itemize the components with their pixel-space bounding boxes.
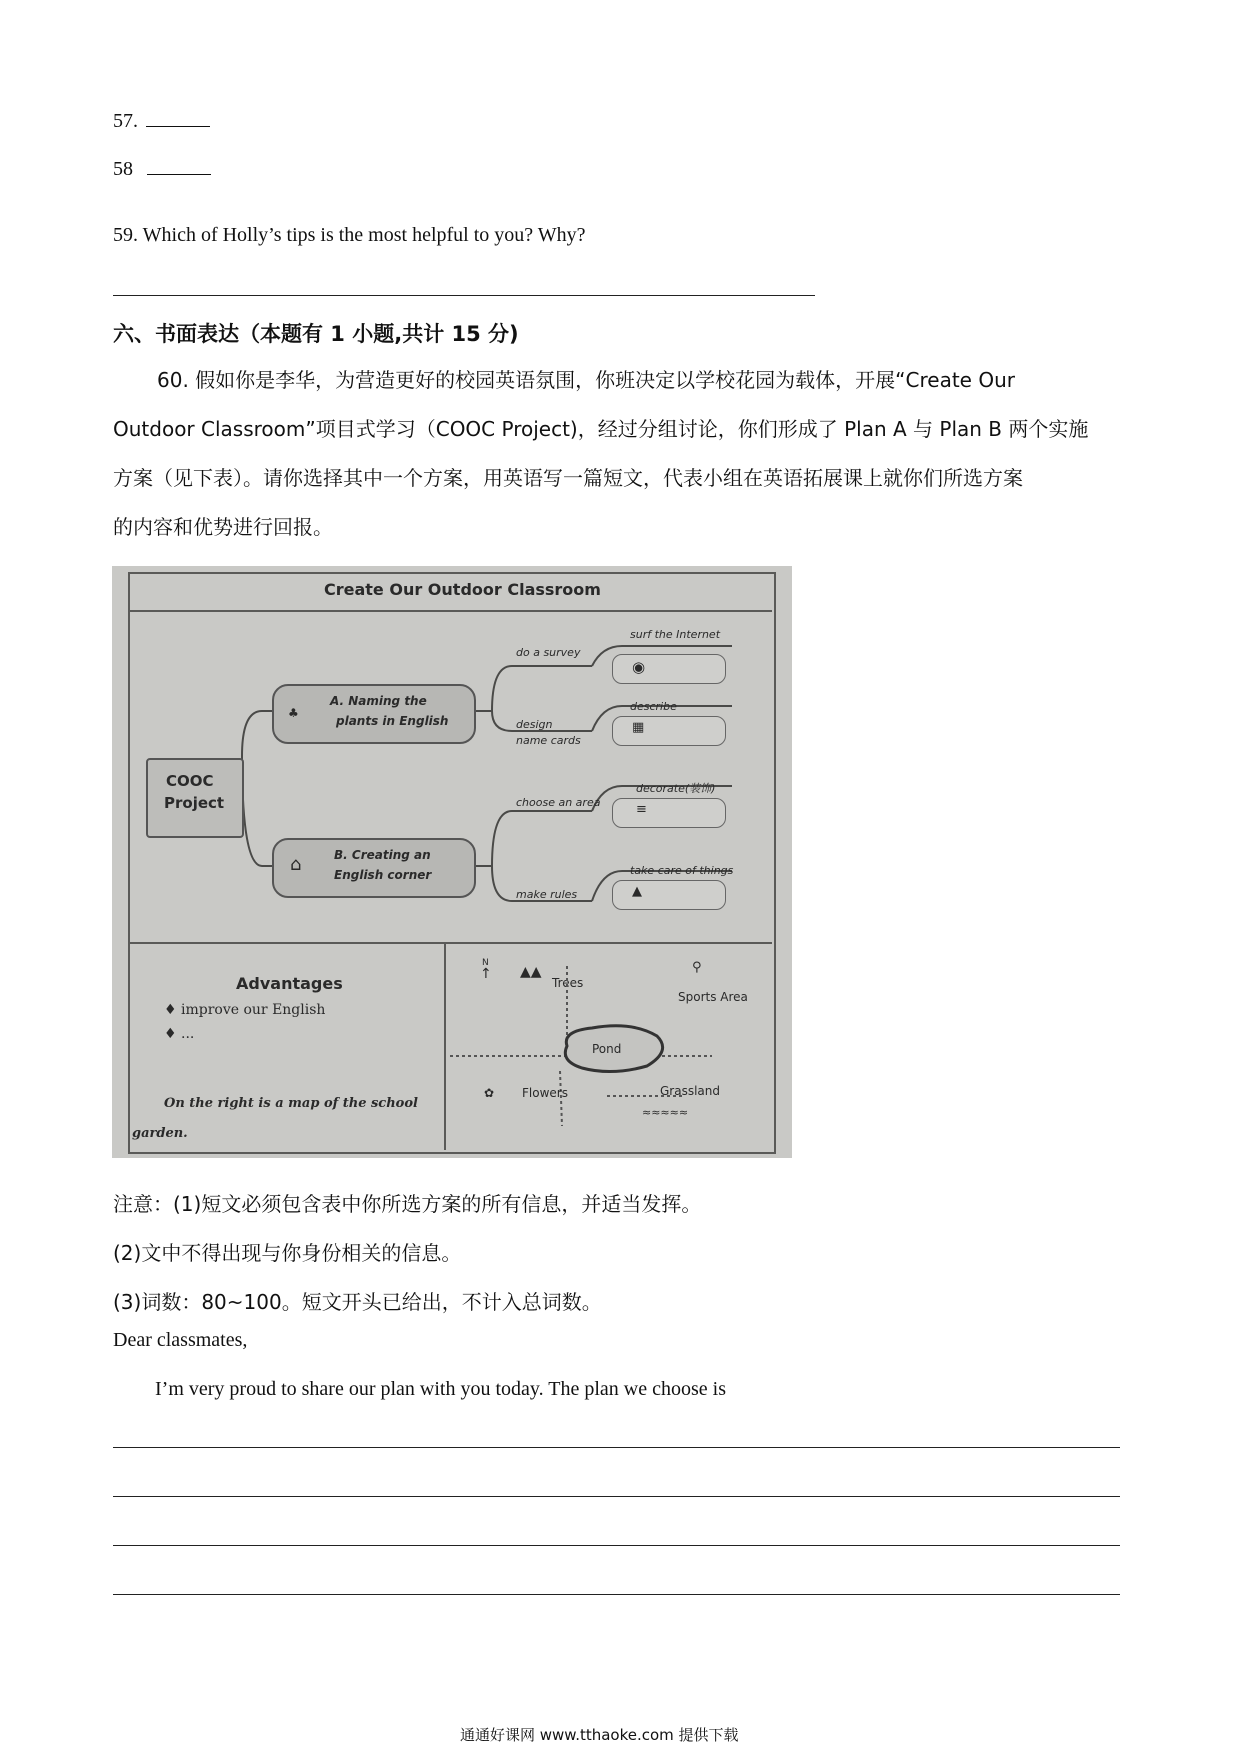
house-icon: ⌂ (290, 854, 302, 875)
letter-greeting: Dear classmates, (113, 1329, 248, 1351)
sports-icon: ⚲ (692, 960, 702, 975)
note-3: (3)词数：80~100。短文开头已给出，不计入总词数。 (113, 1290, 602, 1314)
pond-label: Pond (592, 1042, 622, 1056)
answer-line-59[interactable] (113, 295, 815, 296)
do-a-survey-label: do a survey (516, 646, 581, 659)
design-label-2: name cards (516, 734, 581, 747)
card-icon: ▦ (632, 720, 645, 735)
page-footer: 通通好课网 www.tthaoke.com 提供下载 (460, 1726, 739, 1744)
map-note-2: garden. (132, 1126, 188, 1141)
plan-b-label-1: B. Creating an (334, 848, 431, 862)
writing-line-1[interactable] (113, 1447, 1120, 1448)
question-58 (113, 156, 211, 182)
cooc-label-1: COOC (166, 772, 214, 790)
figure-title: Create Our Outdoor Classroom (324, 580, 601, 599)
map-note-1: On the right is a map of the school (164, 1096, 418, 1111)
flower-icon: ✿ (484, 1086, 495, 1100)
advantage-2: ♦ ... (164, 1026, 195, 1042)
flowers-label: Flowers (522, 1086, 568, 1100)
trash-icon: ▲ (632, 884, 642, 899)
writing-line-3[interactable] (113, 1545, 1120, 1546)
question-57 (113, 108, 210, 134)
question-57-label: 57. (113, 110, 138, 132)
north-label: N (482, 958, 489, 968)
prompt-line-3: 方案（见下表）。请你选择其中一个方案，用英语写一篇短文，代表小组在英语拓展课上就你们所选方案 (113, 466, 1023, 490)
decorate-icon: ≡ (636, 802, 647, 817)
make-rules-label: make rules (516, 888, 578, 901)
trees-label: Trees (552, 976, 584, 990)
advantage-1: ♦ improve our English (164, 1002, 326, 1018)
plan-a-label-2: plants in English (336, 714, 449, 728)
grassland-label: Grassland (660, 1084, 720, 1098)
note-2: (2)文中不得出现与你身份相关的信息。 (113, 1241, 462, 1265)
answer-blank-58[interactable] (147, 156, 211, 175)
writing-line-4[interactable] (113, 1594, 1120, 1595)
question-59: 59. Which of Holly’s tips is the most helpful to you? Why? (113, 224, 586, 246)
grass-icon: ≈≈≈≈≈ (642, 1106, 689, 1119)
plant-icon: ♣ (288, 706, 299, 720)
tree-icon: ▲▲ (520, 964, 542, 980)
choose-area-label: choose an area (516, 796, 601, 809)
globe-icon: ◉ (632, 658, 646, 676)
answer-blank-57[interactable] (146, 108, 210, 127)
note-1: 注意：(1)短文必须包含表中你所选方案的所有信息，并适当发挥。 (113, 1192, 702, 1216)
decorate-label: decorate(装饰) (636, 782, 716, 795)
prompt-paragraph (113, 356, 1123, 552)
notes (113, 1180, 701, 1327)
surf-internet-label: surf the Internet (630, 628, 721, 641)
describe-label: describe (630, 700, 677, 713)
north-arrow-icon: ↑ (480, 966, 492, 982)
design-label-1: design (516, 718, 553, 731)
map-paths (112, 566, 792, 1158)
advantages-title: Advantages (236, 974, 343, 993)
prompt-line-2: Outdoor Classroom”项目式学习（COOC Project)，经过分组讨论，你们形成了 Plan A 与 Plan B 两个实施 (113, 417, 1089, 441)
cooc-label-2: Project (164, 794, 225, 812)
section-heading: 六、书面表达（本题有 1 小题,共计 15 分) (113, 322, 519, 346)
take-care-label: take care of things (630, 864, 734, 877)
plan-a-label-1: A. Naming the (330, 694, 427, 708)
prompt-line-4: 的内容和优势进行回报。 (113, 515, 333, 539)
letter-opening: I’m very proud to share our plan with you today. The plan we choose is (155, 1378, 726, 1400)
plan-b-label-2: English corner (334, 868, 432, 882)
writing-line-2[interactable] (113, 1496, 1120, 1497)
project-figure (112, 566, 792, 1158)
sports-area-label: Sports Area (678, 990, 748, 1004)
prompt-line-1: 60. 假如你是李华，为营造更好的校园英语氛围，你班决定以学校花园为载体，开展“Create Our (157, 368, 1015, 392)
question-58-label: 58 (113, 158, 133, 180)
